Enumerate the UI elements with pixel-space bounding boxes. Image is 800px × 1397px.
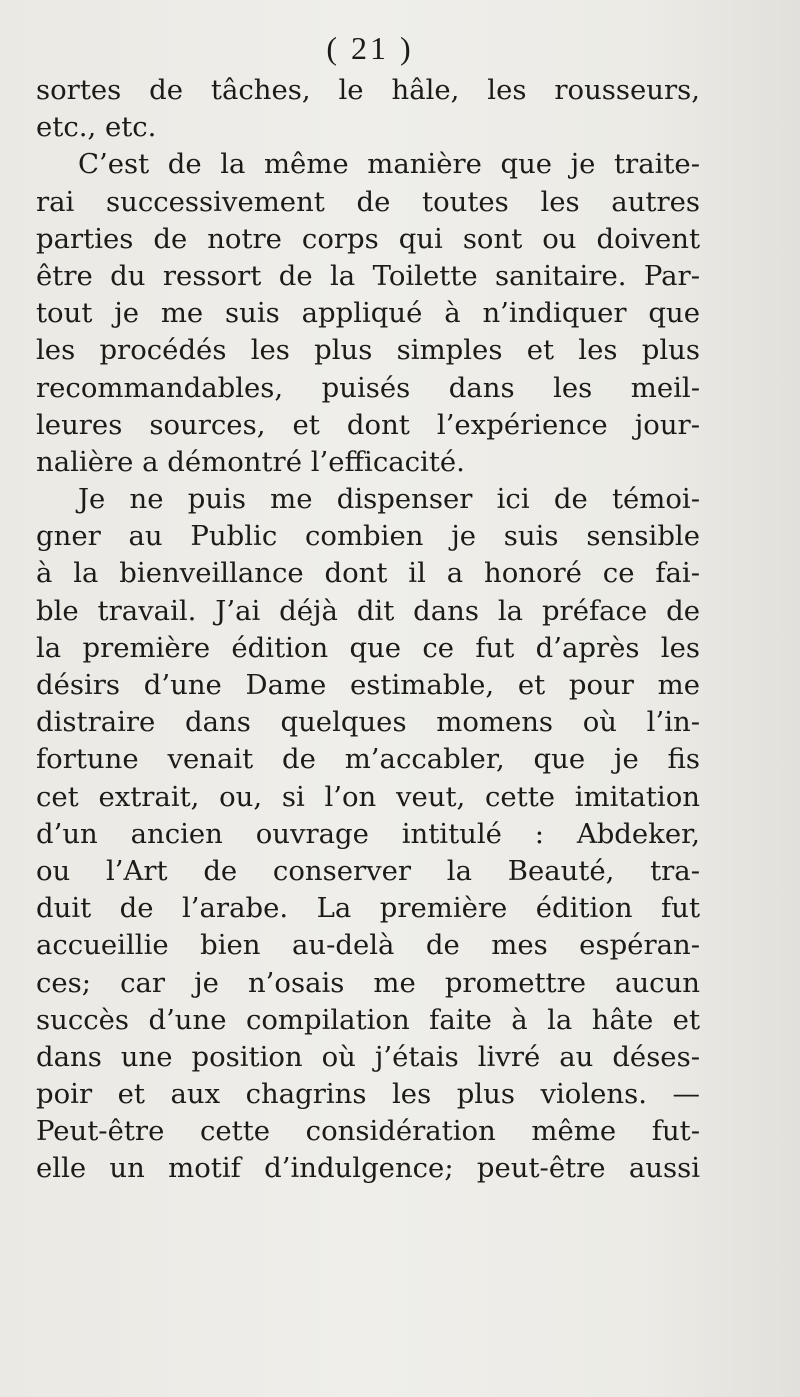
text-line: la première édition que ce fut d’après les bbox=[36, 631, 700, 664]
text-line: accueillie bien au-delà de mes espéran- bbox=[36, 929, 700, 962]
text-line: ces; car je n’osais me promettre aucun bbox=[36, 966, 700, 999]
text-line: être du ressort de la Toilette sanitaire. Par- bbox=[36, 259, 700, 292]
body-text bbox=[36, 72, 700, 1188]
text-line: duit de l’arabe. La première édition fut bbox=[36, 892, 700, 925]
text-line: d’un ancien ouvrage intitulé : Abdeker, bbox=[36, 817, 700, 850]
text-line: les procédés les plus simples et les plus bbox=[36, 334, 700, 367]
text-line: succès d’une compilation faite à la hâte et bbox=[36, 1003, 700, 1036]
text-line: etc., etc. bbox=[36, 111, 157, 144]
text-line: rai successivement de toutes les autres bbox=[36, 185, 700, 218]
page-number: ( 21 ) bbox=[326, 30, 414, 66]
text-line: ble travail. J’ai déjà dit dans la préface de bbox=[36, 594, 700, 627]
text-line: parties de notre corps qui sont ou doivent bbox=[36, 222, 700, 255]
text-line: Peut-être cette considération même fut- bbox=[36, 1115, 700, 1148]
text-line: leures sources, et dont l’expérience jour- bbox=[36, 408, 700, 441]
paragraph-start-line: C’est de la même manière que je traite- bbox=[78, 148, 700, 181]
text-line: désirs d’une Dame estimable, et pour me bbox=[36, 669, 700, 701]
text-line: recommandables, puisés dans les meil- bbox=[36, 371, 700, 404]
paragraph-start-line: Je ne puis me dispenser ici de témoi- bbox=[78, 483, 700, 516]
text-line: ou l’Art de conserver la Beauté, tra- bbox=[36, 854, 700, 887]
text-line: distraire dans quelques momens où l’in- bbox=[36, 706, 700, 739]
text-line: gner au Public combien je suis sensible bbox=[36, 520, 700, 553]
text-line: à la bienveillance dont il a honoré ce fai- bbox=[36, 557, 700, 590]
text-line: nalière a démontré l’efficacité. bbox=[36, 445, 465, 478]
text-line: sortes de tâches, le hâle, les rousseurs, bbox=[36, 74, 700, 106]
text-line: cet extrait, ou, si l’on veut, cette imitation bbox=[36, 780, 700, 813]
text-line: elle un motif d’indulgence; peut-être aussi bbox=[36, 1152, 700, 1185]
text-line: tout je me suis appliqué à n’indiquer que bbox=[36, 297, 700, 330]
text-line: dans une position où j’étais livré au déses- bbox=[36, 1040, 700, 1073]
text-line: fortune venait de m’accabler, que je fis bbox=[36, 743, 700, 776]
text-line: poir et aux chagrins les plus violens. — bbox=[36, 1078, 700, 1111]
